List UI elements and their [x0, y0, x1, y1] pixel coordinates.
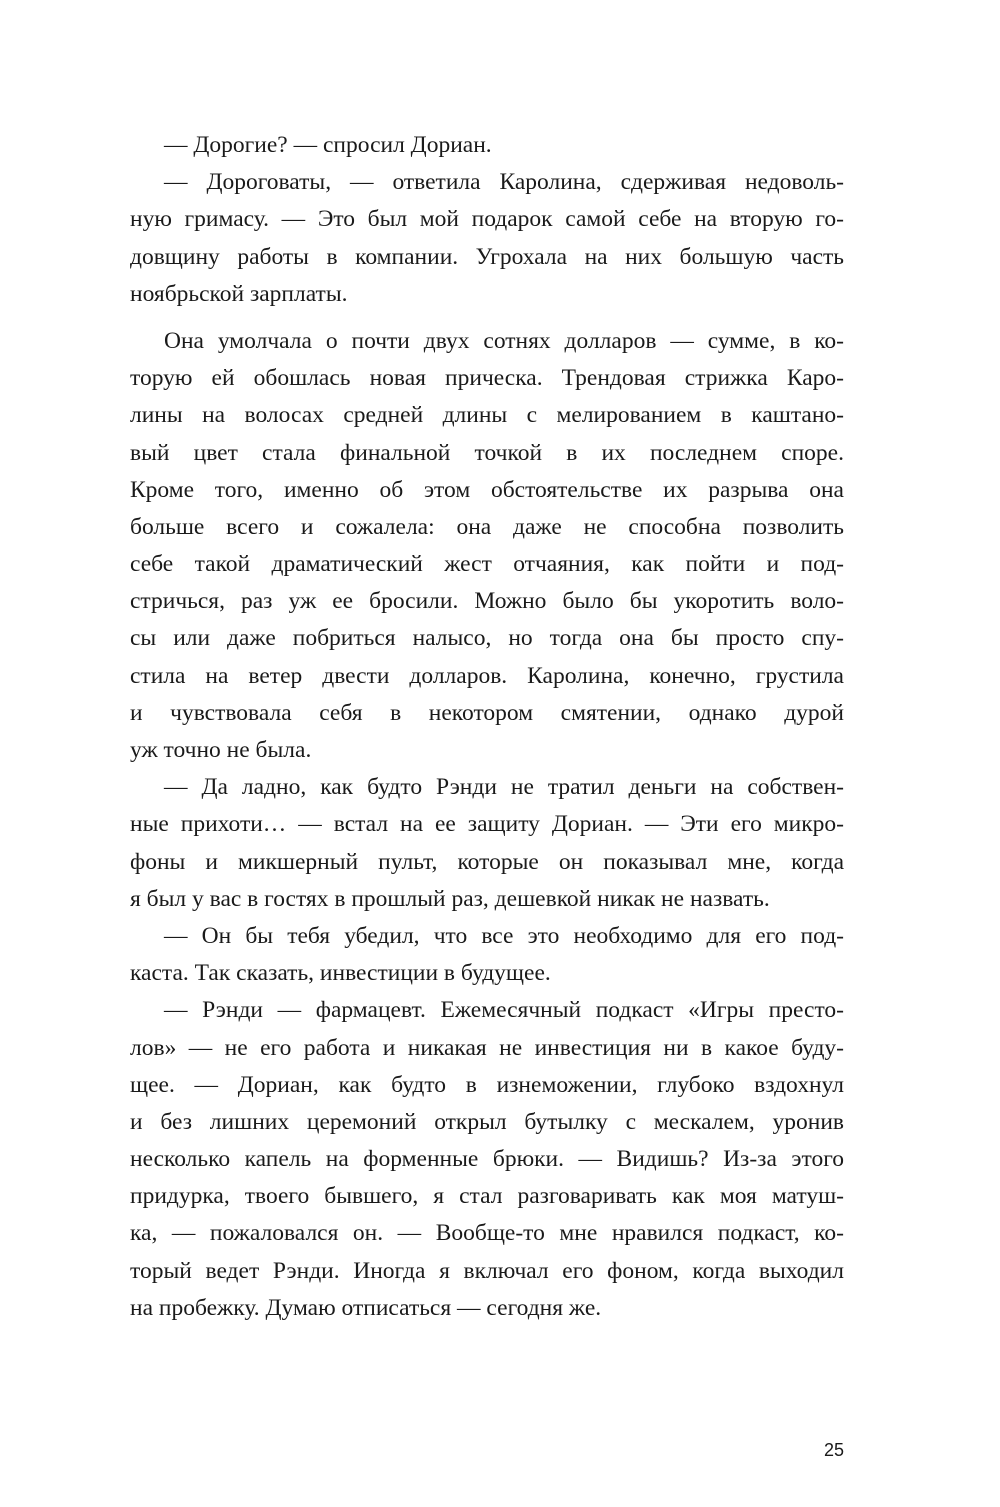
text-line: себе такой драматический жест отчаяния, как пойти и под-	[130, 551, 844, 578]
paragraph	[130, 164, 844, 313]
paragraph	[130, 323, 844, 769]
text-line: довщину работы в компании. Угрохала на них большую часть	[130, 243, 844, 270]
text-line: стила на ветер двести долларов. Каролина, конечно, грустила	[130, 662, 844, 689]
text-line: каста. Так сказать, инвестиции в будущее.	[130, 960, 551, 987]
text-line: вый цвет стала финальной точкой в их последнем споре.	[130, 439, 844, 466]
text-line: Кроме того, именно об этом обстоятельстве их разрыва она	[130, 476, 844, 503]
text-line: ные прихоти… — встал на ее защиту Дориан. — Эти его микро-	[130, 811, 844, 838]
text-line: ную гримасу. — Это был мой подарок самой себе на вторую го-	[130, 206, 844, 233]
text-line: придурка, твоего бывшего, я стал разговаривать как моя матуш-	[130, 1183, 844, 1210]
text-line: и без лишних церемоний открыл бутылку с мескалем, уронив	[130, 1108, 844, 1135]
text-line: щее. — Дориан, как будто в изнеможении, глубоко вздохнул	[130, 1071, 844, 1098]
text-line: несколько капель на форменные брюки. — Видишь? Из-за этого	[130, 1146, 844, 1173]
text-line: на пробежку. Думаю отписаться — сегодня же.	[130, 1294, 602, 1321]
text-line: сы или даже побриться налысо, но тогда она бы просто спу-	[130, 625, 844, 652]
text-line: торый ведет Рэнди. Иногда я включал его фоном, когда выходил	[130, 1257, 844, 1284]
text-line: и чувствовала себя в некотором смятении, однако дурой	[130, 699, 844, 726]
paragraph	[130, 127, 844, 164]
paragraph	[130, 992, 844, 1327]
text-line: — Он бы тебя убедил, что все это необходимо для его под-	[164, 922, 844, 949]
text-line: уж точно не была.	[130, 737, 312, 763]
text-line: — Дорогие? — спросил Дориан.	[164, 132, 492, 158]
text-line: — Дороговаты, — ответила Каролина, сдерживая недоволь-	[164, 169, 844, 196]
text-line: фоны и микшерный пульт, которые он показывал мне, когда	[130, 848, 844, 875]
body-text	[130, 127, 844, 1327]
text-line: лины на волосах средней длины с мелированием в каштано-	[130, 402, 844, 429]
paragraph	[130, 918, 844, 992]
text-line: торую ей обошлась новая прическа. Трендовая стрижка Каро-	[130, 365, 844, 392]
text-line: ка, — пожаловался он. — Вообще-то мне нравился подкаст, ко-	[130, 1220, 844, 1247]
page-number: 25	[823, 1440, 844, 1460]
text-line: Она умолчала о почти двух сотнях долларов — сумме, в ко-	[164, 327, 844, 354]
text-line: лов» — не его работа и никакая не инвестиция ни в какое буду-	[130, 1034, 844, 1061]
text-line: я был у вас в гостях в прошлый раз, дешевкой никак не назвать.	[130, 885, 770, 912]
text-line: ноябрьской зарплаты.	[130, 280, 348, 307]
text-line: — Рэнди — фармацевт. Ежемесячный подкаст «Игры престо-	[164, 997, 844, 1024]
text-line: — Да ладно, как будто Рэнди не тратил деньги на собствен-	[164, 774, 844, 801]
text-line: стричься, раз уж ее бросили. Можно было бы укоротить воло-	[130, 588, 844, 615]
paragraph	[130, 769, 844, 918]
text-line: больше всего и сожалела: она даже не способна позволить	[130, 513, 844, 540]
